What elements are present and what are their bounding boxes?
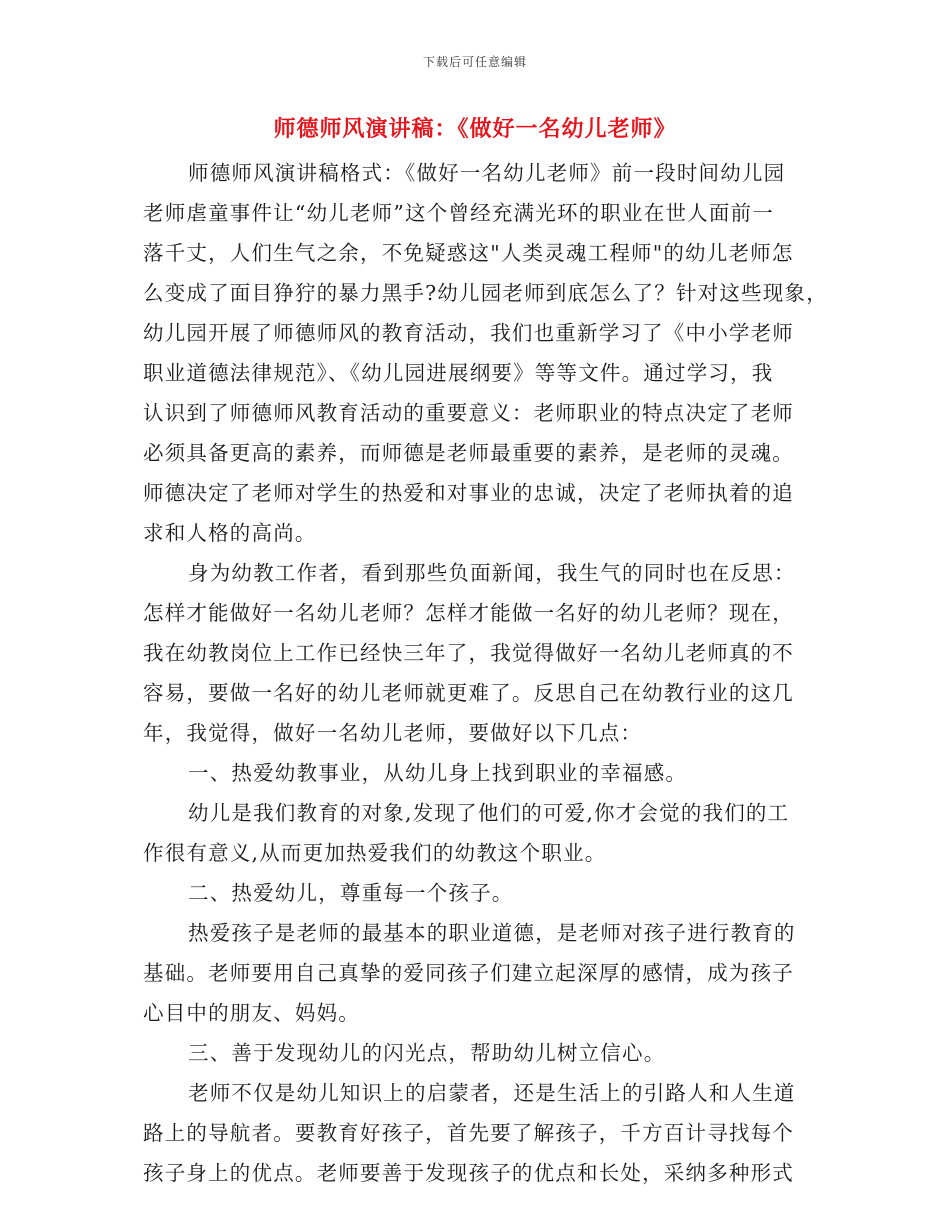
text-line: 老师不仅是幼儿知识上的启蒙者，还是生活上的引路人和人生道 (188, 1081, 796, 1105)
text-line: 老师虐童事件让“幼儿老师”这个曾经充满光环的职业在世人面前一 (143, 201, 774, 225)
text-line: 师德决定了老师对学生的热爱和对事业的忠诚，决定了老师执着的追 (143, 481, 794, 505)
text-line: 孩子身上的优点。老师要善于发现孩子的优点和长处，采纳多种形式 (143, 1161, 794, 1185)
text-line: 容易，要做一名好的幼儿老师就更难了。反思自己在幼教行业的这几 (143, 681, 794, 705)
text-line: 必须具备更高的素养，而师德是老师最重要的素养，是老师的灵魂。 (143, 441, 794, 465)
text-line: 师德师风演讲稿格式：《做好一名幼儿老师》前一段时间幼儿园 (188, 161, 786, 185)
text-line: 求和人格的高尚。 (143, 521, 317, 545)
text-line: 幼儿是我们教育的对象,发现了他们的可爱,你才会觉的我们的工 (188, 801, 790, 825)
text-line: 三、善于发现幼儿的闪光点，帮助幼儿树立信心。 (188, 1041, 666, 1065)
text-line: 幼儿园开展了师德师风的教育活动，我们也重新学习了《中小学老师 (143, 321, 794, 345)
text-line: 热爱孩子是老师的最基本的职业道德，是老师对孩子进行教育的 (188, 921, 796, 945)
header-note: 下载后可任意编辑 (422, 55, 527, 69)
text-line: 一、热爱幼教事业，从幼儿身上找到职业的幸福感。 (188, 761, 688, 785)
body-text (143, 153, 828, 1193)
text-line: 身为幼教工作者，看到那些负面新闻，我生气的同时也在反思： (188, 561, 796, 585)
text-line: 路上的导航者。要教育好孩子，首先要了解孩子，千方百计寻找每个 (143, 1121, 794, 1145)
text-line: 么变成了面目狰狞的暴力黑手?幼儿园老师到底怎么了？针对这些现象， (143, 281, 828, 305)
text-line: 职业道德法律规范》、《幼儿园进展纲要》等等文件。通过学习，我 (143, 361, 774, 385)
text-line: 怎样才能做好一名幼儿老师？怎样才能做一名好的幼儿老师？现在， (143, 601, 794, 625)
text-line: 作很有意义,从而更加热爱我们的幼教这个职业。 (143, 841, 607, 865)
text-line: 年，我觉得，做好一名幼儿老师，要做好以下几点： (143, 721, 643, 745)
text-line: 我在幼教岗位上工作已经快三年了，我觉得做好一名幼儿老师真的不 (143, 641, 794, 665)
text-line: 落千丈，人们生气之余，不免疑惑这"人类灵魂工程师"的幼儿老师怎 (143, 241, 794, 265)
text-line: 心目中的朋友、妈妈。 (143, 1001, 360, 1025)
text-line: 认识到了师德师风教育活动的重要意义：老师职业的特点决定了老师 (143, 401, 794, 425)
text-line: 基础。老师要用自己真挚的爱同孩子们建立起深厚的感情，成为孩子 (143, 961, 794, 985)
text-line: 二、热爱幼儿，尊重每一个孩子。 (188, 881, 514, 905)
document-title: 师德师风演讲稿：《做好一名幼儿老师》 (273, 117, 677, 142)
